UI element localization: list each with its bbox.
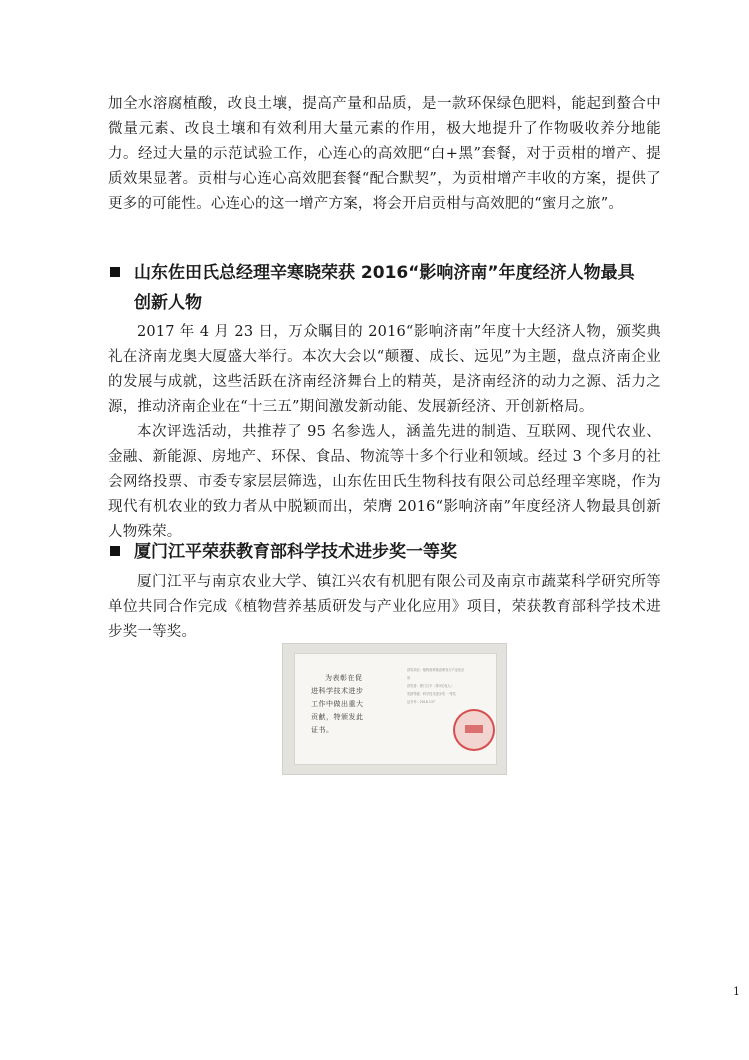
section1-paragraph-2: 本次评选活动，共推荐了 95 名参选人，涵盖先进的制造、互联网、现代农业、金融、新能源、房地产、环保、食品、物流等十多个行业和领域。经过 3 个多月的社会网络投票、市委专家层层筛选，山东佐田氏生物科技有限公司总经理辛寒晓，作为现代有机农业的致力者从中脱颖而出，荣膺 2016“影响济南”年度经济人物最具创新人物殊荣。 [108,424,661,540]
certificate-citation-line: 工作中做出重大 [311,700,364,708]
section1-heading-line2: 创新人物 [134,293,202,313]
certificate-citation-line: 证书。 [311,726,334,734]
certificate-citation-line: 为表彰在促 [325,674,363,682]
certificate-citation-line: 进科学技术进步 [311,687,364,695]
section2-heading-text: 厦门江平荣获教育部科学技术进步奖一等奖 [134,542,457,562]
certificate-detail-line: 获奖项目：植物营养基质研发与产业化应 [407,668,465,672]
certificate-detail-line: 获奖者：厦门江平（第3完成人） [407,684,454,688]
section2-paragraph: 厦门江平与南京农业大学、镇江兴农有机肥有限公司及南京市蔬菜科学研究所等单位共同合作完成《植物营养基质研发与产业化应用》项目，荣获教育部科学技术进步奖一等奖。 [108,574,661,640]
section2-heading [108,537,668,567]
square-bullet-icon [110,267,120,277]
certificate-details [407,666,491,706]
certificate-detail-line: 证书号：2016 137 [407,700,435,704]
page-number: 1 [733,985,740,998]
section1-paragraph-1: 2017 年 4 月 23 日，万众瞩目的 2016“影响济南”年度十大经济人物，颁奖典礼在济南龙奥大厦盛大举行。本次大会以“颠覆、成长、远见”为主题，盘点济南企业的发展与成就，这些活跃在济南经济舞台上的精英，是济南经济的动力之源、活力之源，推动济南企业在“十三五”期间激发新动能、发展新经济、开创新格局。 [108,324,661,415]
certificate-detail-line: 用 [407,676,411,680]
section1-heading-line1: 山东佐田氏总经理辛寒晓荣获 2016“影响济南”年度经济人物最具 [134,263,635,283]
certificate-citation-line: 贡献，特颁发此 [311,713,364,721]
certificate-photo [282,643,507,775]
certificate [294,653,497,765]
seal-center-mark [465,725,483,733]
square-bullet-icon [110,546,120,556]
certificate-citation [311,672,391,737]
red-seal-icon [453,709,495,751]
section1-heading [108,258,668,318]
intro-paragraph: 加全水溶腐植酸，改良土壤，提高产量和品质，是一款环保绿色肥料，能起到螯合中微量元素、改良土壤和有效利用大量元素的作用，极大地提升了作物吸收养分地能力。经过大量的示范试验工作，心连心的高效肥“白+黑”套餐，对于贡柑的增产、提质效果显著。贡柑与心连心高效肥套餐“配合默契”，为贡柑增产丰收的方案，提供了更多的可能性。心连心的这一增产方案，将会开启贡柑与高效肥的“蜜月之旅”。 [108,96,661,212]
certificate-detail-line: 奖励等级：科学技术进步奖 一等奖 [407,692,456,696]
